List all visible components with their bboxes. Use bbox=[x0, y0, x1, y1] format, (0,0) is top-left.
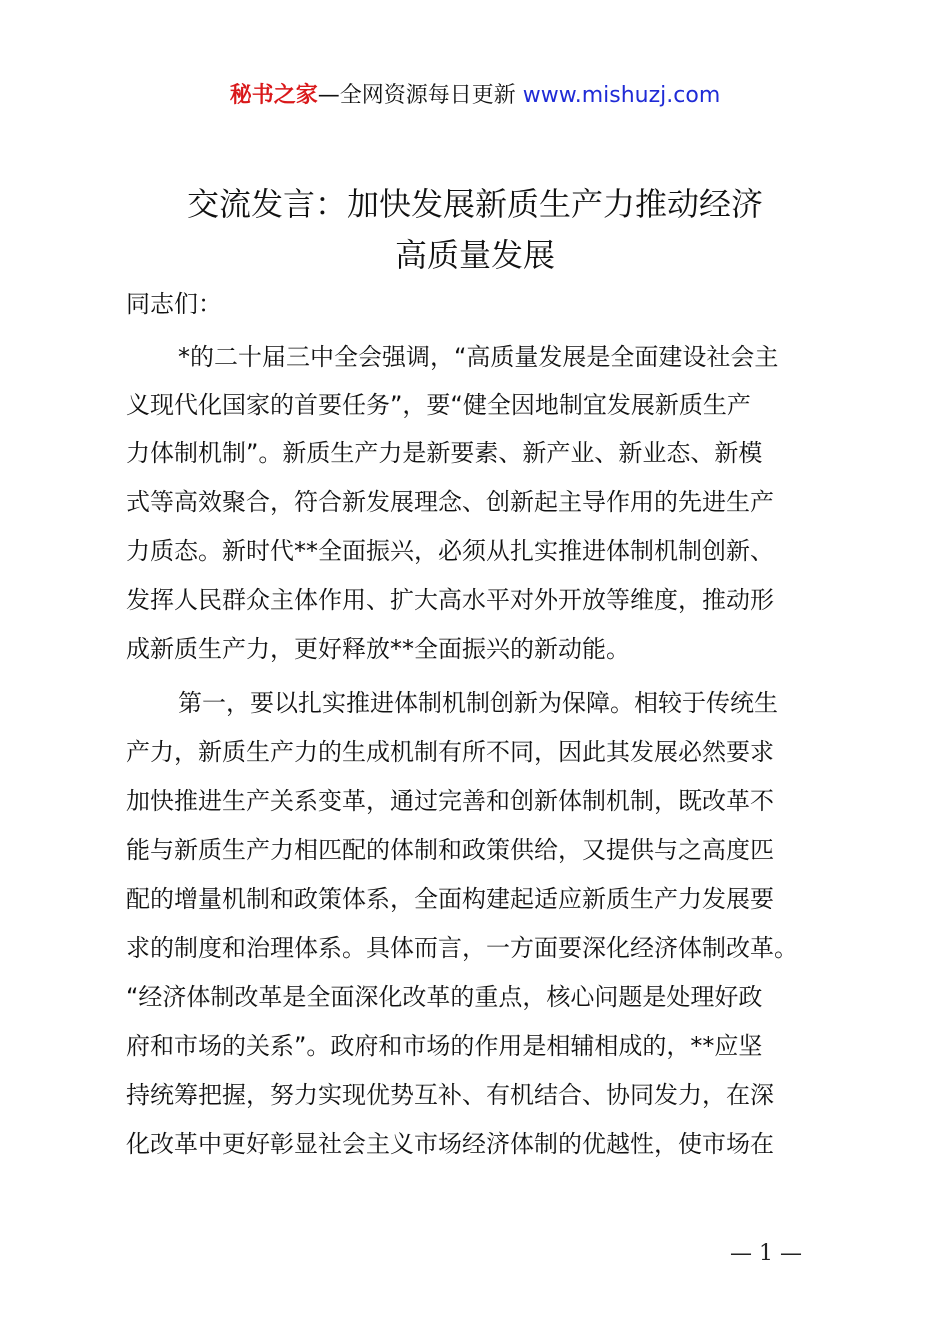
body-line: 第一，要以扎实推进体制机制创新为保障。相较于传统生 bbox=[178, 689, 778, 717]
body-line: 加快推进生产关系变革，通过完善和创新体制机制，既改革不 bbox=[126, 787, 774, 815]
greeting: 同志们： bbox=[126, 290, 222, 318]
body-line: 发挥人民群众主体作用、扩大高水平对外开放等维度，推动形 bbox=[126, 586, 774, 614]
body-line: 配的增量机制和政策体系，全面构建起适应新质生产力发展要 bbox=[126, 885, 774, 913]
page-number: — 1 — bbox=[730, 1241, 802, 1266]
document-title-line-1: 交流发言：加快发展新质生产力推动经济 bbox=[186, 185, 763, 223]
site-brand: 秘书之家 bbox=[229, 83, 318, 108]
body-line: 持统筹把握，努力实现优势互补、有机结合、协同发力，在深 bbox=[126, 1081, 774, 1109]
body-line: 府和市场的关系”。政府和市场的作用是相辅相成的，**应坚 bbox=[126, 1032, 763, 1060]
body-line: 产力，新质生产力的生成机制有所不同，因此其发展必然要求 bbox=[126, 738, 774, 766]
body-line: 式等高效聚合，符合新发展理念、创新起主导作用的先进生产 bbox=[126, 488, 774, 516]
site-header bbox=[0, 80, 950, 112]
body-line: “经济体制改革是全面深化改革的重点，核心问题是处理好政 bbox=[126, 983, 763, 1011]
document-title-line-2: 高质量发展 bbox=[394, 236, 555, 274]
body-line: 力质态。新时代**全面振兴，必须从扎实推进体制机制创新、 bbox=[126, 537, 774, 565]
body-line: 求的制度和治理体系。具体而言，一方面要深化经济体制改革。 bbox=[126, 934, 798, 962]
body-line: 能与新质生产力相匹配的体制和政策供给，又提供与之高度匹 bbox=[126, 836, 774, 864]
body-line: *的二十届三中全会强调，“高质量发展是全面建设社会主 bbox=[178, 343, 779, 371]
body-line: 化改革中更好彰显社会主义市场经济体制的优越性，使市场在 bbox=[126, 1130, 774, 1158]
body-line: 成新质生产力，更好释放**全面振兴的新动能。 bbox=[126, 635, 630, 663]
body-line: 义现代化国家的首要任务”，要“健全因地制宜发展新质生产 bbox=[126, 391, 751, 419]
body-line: 力体制机制”。新质生产力是新要素、新产业、新业态、新模 bbox=[126, 439, 763, 467]
site-url-link[interactable]: www.mishuzj.com bbox=[522, 83, 721, 108]
site-tagline: —全网资源每日更新 bbox=[317, 83, 516, 108]
